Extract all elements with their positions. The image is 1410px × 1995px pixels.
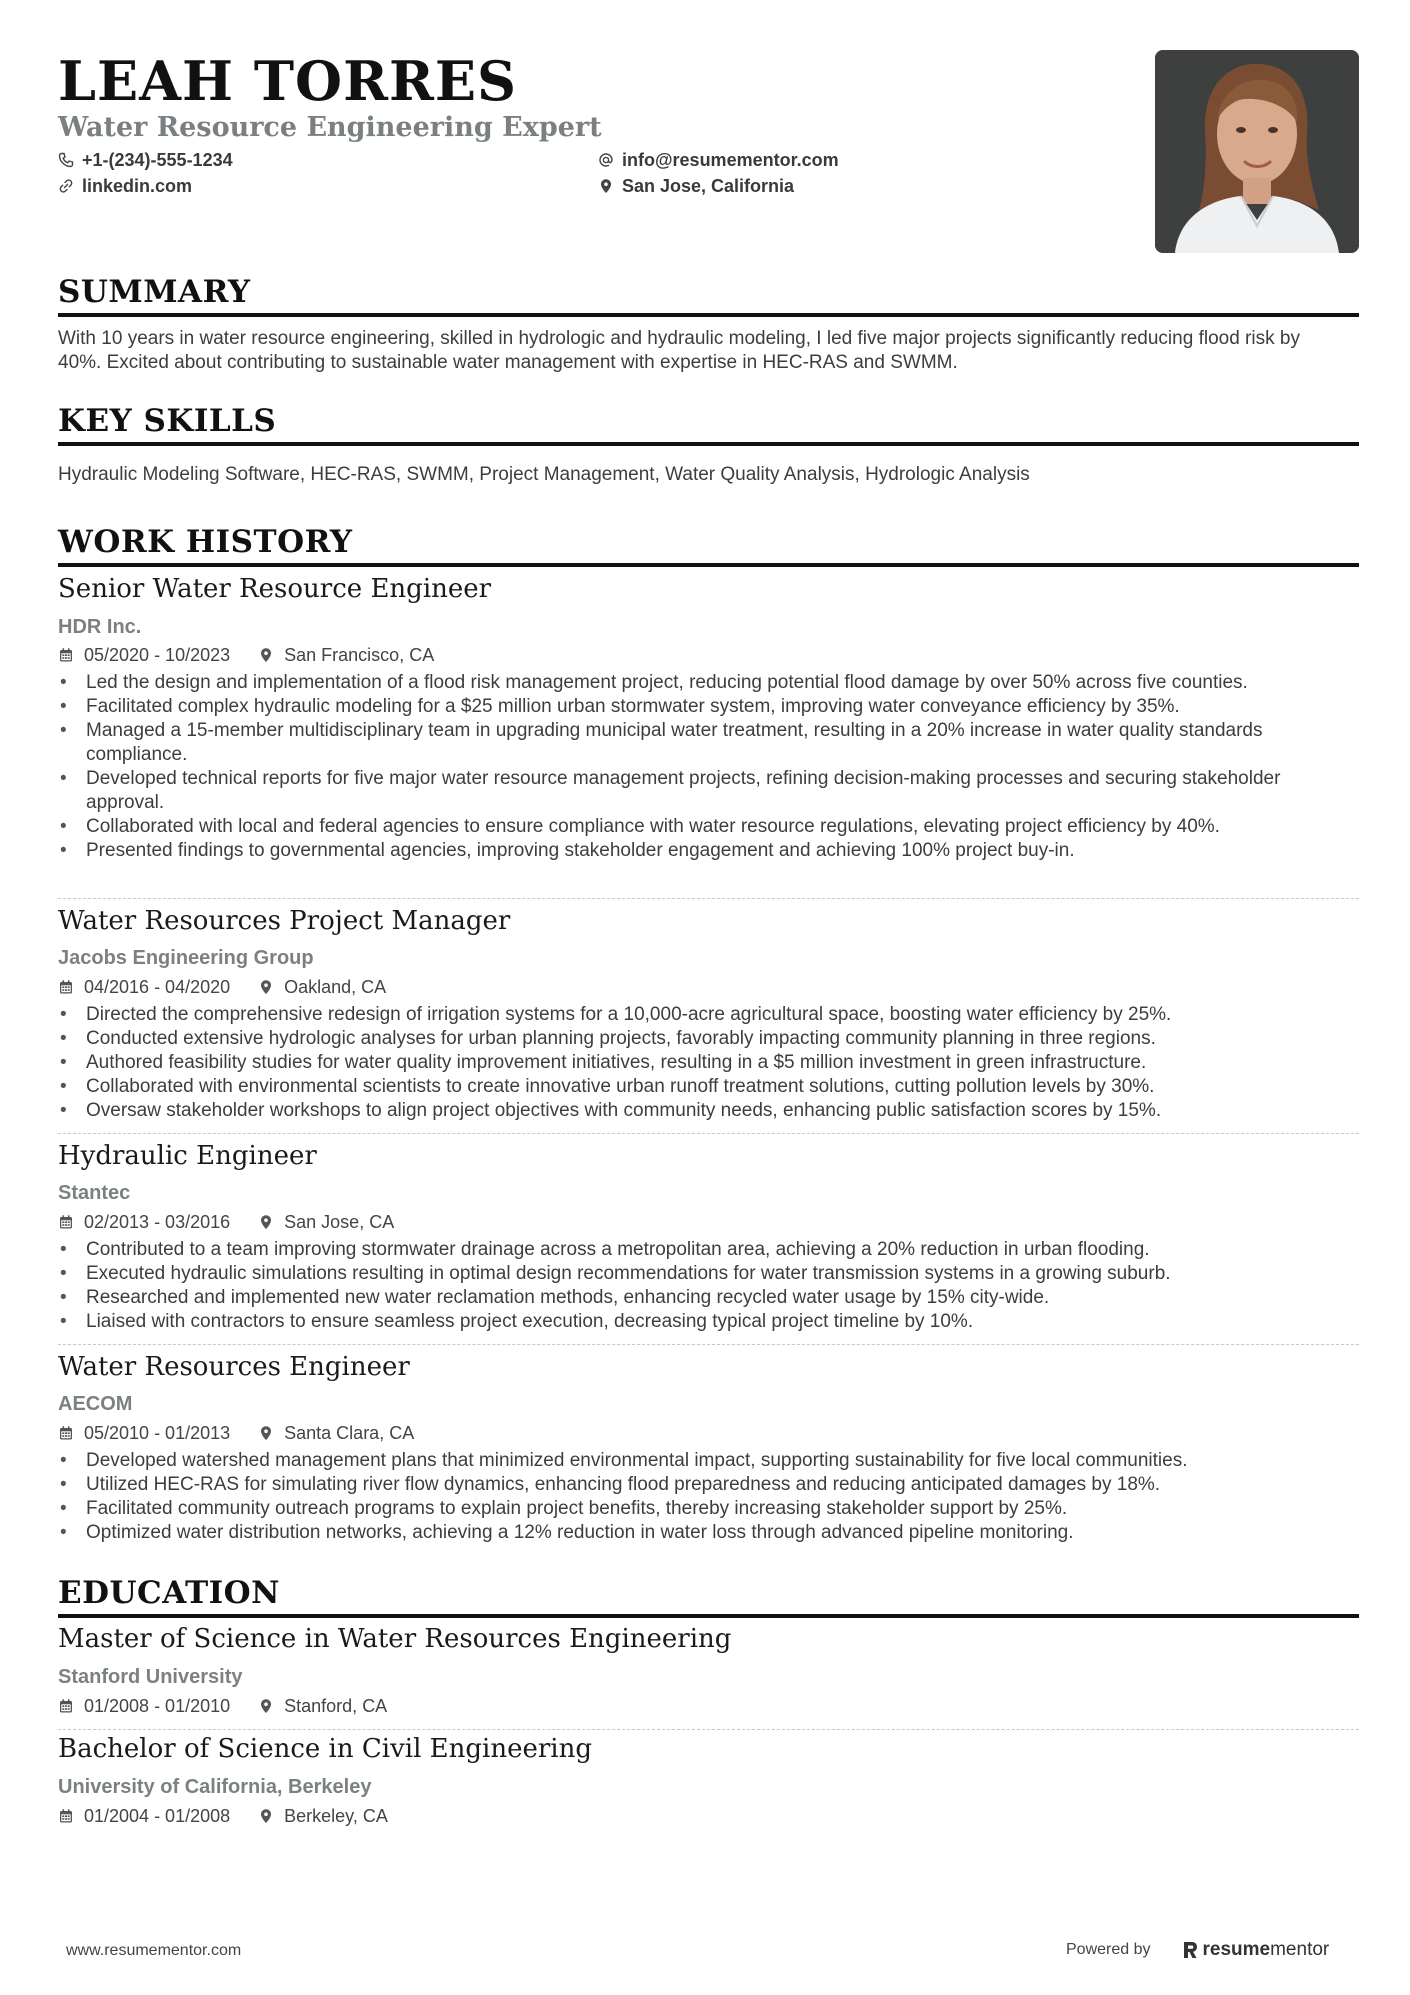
contact-phone[interactable]: [58, 148, 233, 172]
list-item: • Executed hydraulic simulations resulting in optimal design recommendations for water transmission systems in a growing suburb.: [58, 1262, 1358, 1286]
profile-photo: [1155, 50, 1359, 253]
list-item: • Facilitated complex hydraulic modeling for a $25 million urban stormwater system, improving water conveyance efficiency by 35%.: [58, 695, 1358, 719]
list-item: • Collaborated with environmental scientists to create innovative urban runoff treatment solutions, cutting pollution levels by 30%.: [58, 1075, 1358, 1099]
job-location: San Francisco, CA: [284, 645, 435, 665]
list-item: • Optimized water distribution networks, achieving a 12% reduction in water loss through advanced pipeline monitoring.: [58, 1521, 1358, 1545]
job-bullets: [58, 1238, 1358, 1334]
list-item: • Authored feasibility studies for water quality improvement initiatives, resulting in a $5 million investment in green infrastructure.: [58, 1051, 1358, 1075]
divider: [58, 1133, 1359, 1134]
school-name: Stanford University: [58, 1666, 243, 1688]
job-company: AECOM: [58, 1393, 133, 1415]
job-dates: 05/2010 - 01/2013: [84, 1423, 231, 1443]
location-pin-icon: [258, 1425, 274, 1441]
divider: [58, 898, 1359, 899]
section-rule: [58, 563, 1359, 567]
brand-name-light: mentor: [1270, 1939, 1330, 1960]
location-pin-icon: [258, 979, 274, 995]
contact-email[interactable]: [598, 148, 839, 172]
candidate-role: Water Resource Engineering Expert: [58, 112, 602, 143]
job-dates: 04/2016 - 04/2020: [84, 977, 231, 997]
job-title: Water Resources Engineer: [58, 1352, 410, 1382]
location-pin-icon: [258, 1214, 274, 1230]
section-rule: [58, 1614, 1359, 1618]
divider: [58, 1729, 1359, 1730]
list-item: • Liaised with contractors to ensure seamless project execution, decreasing typical project timeline by 10%.: [58, 1310, 1358, 1334]
calendar-icon: [58, 979, 74, 995]
section-title-work: WORK HISTORY: [58, 524, 353, 560]
list-item: • Contributed to a team improving stormwater drainage across a metropolitan area, achieving a 20% reduction in urban flooding.: [58, 1238, 1358, 1262]
education-location: Berkeley, CA: [284, 1806, 388, 1826]
list-item: • Presented findings to governmental agencies, improving stakeholder engagement and achieving 100% project buy-in.: [58, 839, 1358, 863]
location-pin-icon: [598, 178, 614, 194]
contact-linkedin[interactable]: [58, 174, 192, 198]
job-meta: [58, 1210, 394, 1234]
email-text: info@resumementor.com: [622, 150, 839, 170]
list-item: • Collaborated with local and federal agencies to ensure compliance with water resource regulations, elevating project efficiency by 40%.: [58, 815, 1358, 839]
education-dates: 01/2008 - 01/2010: [84, 1696, 231, 1716]
resumementor-logo-icon: [1181, 1940, 1199, 1960]
candidate-name: LEAH TORRES: [58, 49, 517, 113]
calendar-icon: [58, 1808, 74, 1824]
section-title-skills: KEY SKILLS: [58, 403, 277, 439]
at-icon: [598, 152, 614, 168]
location-pin-icon: [258, 647, 274, 663]
list-item: • Led the design and implementation of a flood risk management project, reducing potential flood damage by over 50% across five counties.: [58, 671, 1358, 695]
job-title: Hydraulic Engineer: [58, 1141, 317, 1171]
list-item: • Researched and implemented new water reclamation methods, enhancing recycled water usage by 15% city-wide.: [58, 1286, 1358, 1310]
location-text: San Jose, California: [622, 176, 795, 196]
section-rule: [58, 313, 1359, 317]
education-location: Stanford, CA: [284, 1696, 388, 1716]
section-title-education: EDUCATION: [58, 1575, 280, 1611]
job-location: San Jose, CA: [284, 1212, 395, 1232]
job-company: Stantec: [58, 1182, 131, 1204]
contact-location: [598, 174, 794, 198]
job-title: Water Resources Project Manager: [58, 906, 511, 936]
link-icon: [58, 178, 74, 194]
location-pin-icon: [258, 1698, 274, 1714]
calendar-icon: [58, 1698, 74, 1714]
job-bullets: [58, 671, 1358, 863]
job-location: Oakland, CA: [284, 977, 387, 997]
job-bullets: [58, 1449, 1358, 1545]
list-item: • Managed a 15-member multidisciplinary team in upgrading municipal water treatment, resulting in a 20% increase in water quality standards compliance.: [58, 719, 1358, 767]
section-rule: [58, 442, 1359, 446]
school-name: University of California, Berkeley: [58, 1776, 372, 1798]
skills-text: Hydraulic Modeling Software, HEC-RAS, SWMM, Project Management, Water Quality Analysis, Hydrologic Analysis: [58, 464, 1030, 485]
brand-logo[interactable]: [1181, 1939, 1330, 1961]
list-item: • Developed technical reports for five major water resource management projects, refining decision-making processes and securing stakeholder approval.: [58, 767, 1358, 815]
linkedin-text: linkedin.com: [82, 176, 193, 196]
job-meta: [58, 643, 434, 667]
phone-icon: [58, 152, 74, 168]
powered-by-text: Powered by: [1066, 1941, 1151, 1958]
brand-name-bold: resume: [1202, 1939, 1271, 1960]
calendar-icon: [58, 1425, 74, 1441]
list-item: • Oversaw stakeholder workshops to align project objectives with community needs, enhancing public satisfaction scores by 15%.: [58, 1099, 1358, 1123]
list-item: • Utilized HEC-RAS for simulating river flow dynamics, enhancing flood preparedness and reducing anticipated damages by 18%.: [58, 1473, 1358, 1497]
portrait-image: [1155, 50, 1359, 253]
job-title: Senior Water Resource Engineer: [58, 574, 492, 604]
education-dates: 01/2004 - 01/2008: [84, 1806, 231, 1826]
location-pin-icon: [258, 1808, 274, 1824]
divider: [58, 1344, 1359, 1345]
job-company: HDR Inc.: [58, 616, 142, 638]
job-dates: 05/2020 - 10/2023: [84, 645, 231, 665]
job-location: Santa Clara, CA: [284, 1423, 415, 1443]
list-item: • Conducted extensive hydrologic analyses for urban planning projects, favorably impacting community planning in three regions.: [58, 1027, 1358, 1051]
job-bullets: [58, 1003, 1358, 1123]
section-title-summary: SUMMARY: [58, 274, 251, 310]
calendar-icon: [58, 1214, 74, 1230]
list-item: • Developed watershed management plans that minimized environmental impact, supporting sustainability for five local communities.: [58, 1449, 1358, 1473]
summary-text: With 10 years in water resource engineering, skilled in hydrologic and hydraulic modeling, I led five major projects significantly reducing flood risk by 40%. Excited about contributing to sustainable water management with expertise in HEC-RAS and SWMM.: [58, 328, 1300, 373]
phone-text: +1-(234)-555-1234: [82, 150, 233, 170]
education-meta: [58, 1804, 388, 1828]
footer-powered-by: [1066, 1939, 1329, 1961]
degree-title: Bachelor of Science in Civil Engineering: [58, 1734, 592, 1764]
education-meta: [58, 1694, 387, 1718]
job-meta: [58, 1421, 414, 1445]
list-item: • Directed the comprehensive redesign of irrigation systems for a 10,000-acre agricultural space, boosting water efficiency by 25%.: [58, 1003, 1358, 1027]
list-item: • Facilitated community outreach programs to explain project benefits, thereby increasing stakeholder support by 25%.: [58, 1497, 1358, 1521]
degree-title: Master of Science in Water Resources Engineering: [58, 1624, 732, 1654]
calendar-icon: [58, 647, 74, 663]
job-meta: [58, 975, 386, 999]
footer-website[interactable]: www.resumementor.com: [66, 1942, 242, 1959]
job-dates: 02/2013 - 03/2016: [84, 1212, 231, 1232]
job-company: Jacobs Engineering Group: [58, 947, 314, 969]
